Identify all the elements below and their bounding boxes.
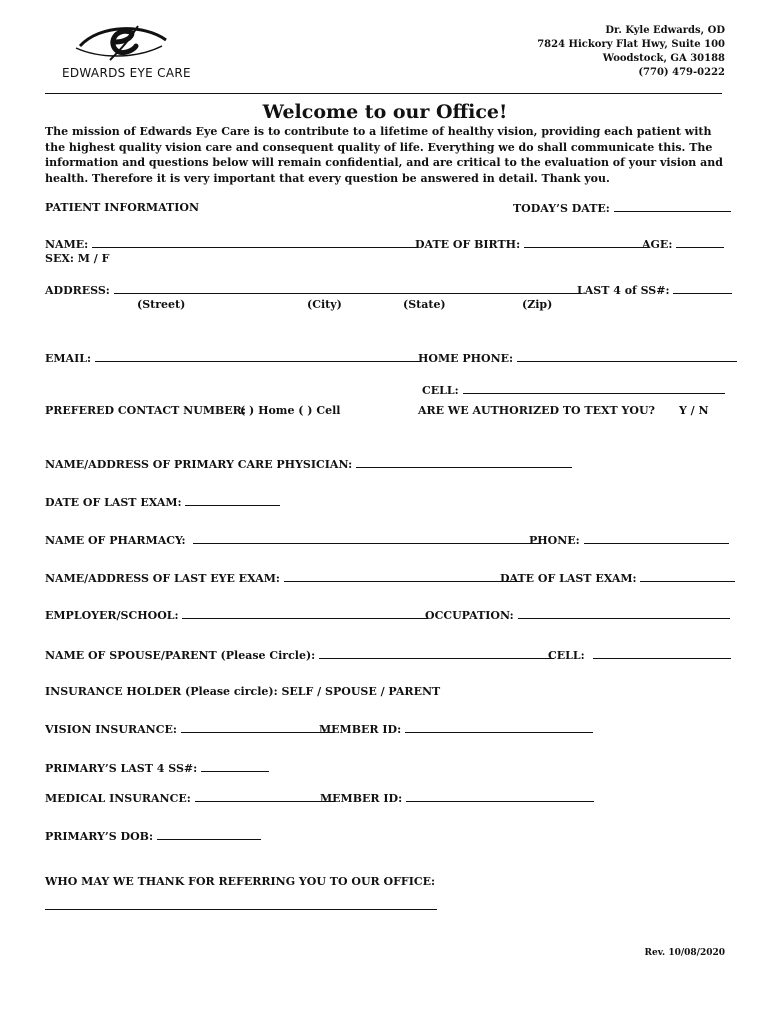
primary-last4-field[interactable]: [45, 761, 269, 775]
pharmacy-phone-field[interactable]: [529, 533, 729, 547]
referral-label: WHO MAY WE THANK FOR REFERRING YOU TO OUR OFFICE:: [45, 875, 436, 888]
authorized-text-options[interactable]: Y / N: [679, 404, 709, 417]
medical-insurance-field[interactable]: [45, 791, 335, 805]
office-address: [537, 24, 725, 80]
date-last-exam-field[interactable]: [500, 571, 735, 585]
age-field[interactable]: [642, 237, 724, 251]
vision-member-id-label: MEMBER ID:: [319, 723, 402, 736]
medical-member-id-label: MEMBER ID:: [320, 792, 403, 805]
email-field[interactable]: [45, 351, 420, 365]
primary-dob-field[interactable]: [45, 829, 261, 843]
state-caption: (State): [403, 298, 446, 311]
home-phone-label: HOME PHONE:: [418, 352, 514, 365]
office-street: 7824 Hickory Flat Hwy, Suite 100: [537, 39, 725, 50]
primary-dob-label: PRIMARY’S DOB:: [45, 830, 154, 843]
date-last-exam-label: DATE OF LAST EXAM:: [500, 572, 637, 585]
pharmacy-phone-label: PHONE:: [529, 534, 580, 547]
occupation-label: OCCUPATION:: [425, 609, 514, 622]
vision-member-id-field[interactable]: [319, 722, 593, 736]
doctor-name: Dr. Kyle Edwards, OD: [605, 25, 725, 36]
age-label: AGE:: [642, 238, 673, 251]
todays-date-field[interactable]: [513, 201, 731, 215]
address-label: ADDRESS:: [45, 284, 110, 297]
office-city: Woodstock, GA 30188: [602, 53, 725, 64]
last-eye-exam-field[interactable]: [45, 571, 520, 585]
revision-date: Rev. 10/08/2020: [644, 948, 725, 958]
last4-ss-label: LAST 4 of SS#:: [577, 284, 670, 297]
name-label: NAME:: [45, 238, 89, 251]
authorized-text-label: ARE WE AUTHORIZED TO TEXT YOU?: [418, 404, 656, 417]
cell-label: CELL:: [422, 384, 459, 397]
pcp-label: NAME/ADDRESS OF PRIMARY CARE PHYSICIAN:: [45, 458, 353, 471]
email-label: EMAIL:: [45, 352, 92, 365]
vision-insurance-field[interactable]: [45, 722, 333, 736]
spouse-field[interactable]: [45, 648, 554, 662]
pcp-field[interactable]: [45, 457, 572, 471]
last-eye-exam-label: NAME/ADDRESS OF LAST EYE EXAM:: [45, 572, 280, 585]
patient-info-heading: PATIENT INFORMATION: [45, 201, 199, 214]
spouse-cell-field[interactable]: [548, 648, 731, 662]
street-caption: (Street): [137, 298, 186, 311]
header-divider: [45, 93, 722, 94]
pharmacy-label: NAME OF PHARMACY:: [45, 534, 186, 547]
referral-input-line[interactable]: [45, 909, 437, 910]
prefered-contact-label: PREFERED CONTACT NUMBER:: [45, 404, 246, 417]
insurance-holder-field[interactable]: INSURANCE HOLDER (Please circle): SELF / SPOUSE / PARENT: [45, 685, 441, 698]
cell-field[interactable]: [422, 383, 725, 397]
last4-ss-field[interactable]: [577, 283, 732, 297]
vision-insurance-label: VISION INSURANCE:: [45, 723, 177, 736]
last-exam-date-label: DATE OF LAST EXAM:: [45, 496, 182, 509]
mission-statement: The mission of Edwards Eye Care is to contribute to a lifetime of healthy vision, providing each patient with the highest quality vision care and consequent quality of life. Everything we do shall communicate this. The information and questions below will remain confidential, and are critical to the evaluation of your vision and health. Therefore it is very important that every question be answered in detail. Thank you.: [45, 125, 723, 185]
logo: [60, 20, 191, 82]
medical-insurance-label: MEDICAL INSURANCE:: [45, 792, 191, 805]
dob-label: DATE OF BIRTH:: [415, 238, 521, 251]
home-cell-options[interactable]: ( ) Home ( ) Cell: [240, 404, 341, 417]
occupation-field[interactable]: [425, 608, 730, 622]
zip-caption: (Zip): [522, 298, 553, 311]
home-phone-field[interactable]: [418, 351, 737, 365]
medical-member-id-field[interactable]: [320, 791, 594, 805]
dob-field[interactable]: [415, 237, 648, 251]
address-field[interactable]: [45, 283, 582, 297]
pharmacy-field[interactable]: [45, 533, 541, 547]
employer-label: EMPLOYER/SCHOOL:: [45, 609, 179, 622]
page-title: Welcome to our Office!: [262, 101, 508, 123]
name-field[interactable]: [45, 237, 417, 251]
eye-logo-icon: [72, 20, 172, 64]
last-exam-date-field[interactable]: [45, 495, 280, 509]
office-phone: (770) 479-0222: [638, 67, 725, 78]
primary-last4-label: PRIMARY’S LAST 4 SS#:: [45, 762, 198, 775]
sex-field[interactable]: SEX: M / F: [45, 252, 110, 265]
todays-date-label: TODAY’S DATE:: [513, 202, 610, 215]
logo-text: EDWARDS EYE CARE: [62, 66, 191, 80]
city-caption: (City): [307, 298, 342, 311]
spouse-label: NAME OF SPOUSE/PARENT (Please Circle):: [45, 649, 316, 662]
spouse-cell-label: CELL:: [548, 649, 585, 662]
employer-field[interactable]: [45, 608, 428, 622]
